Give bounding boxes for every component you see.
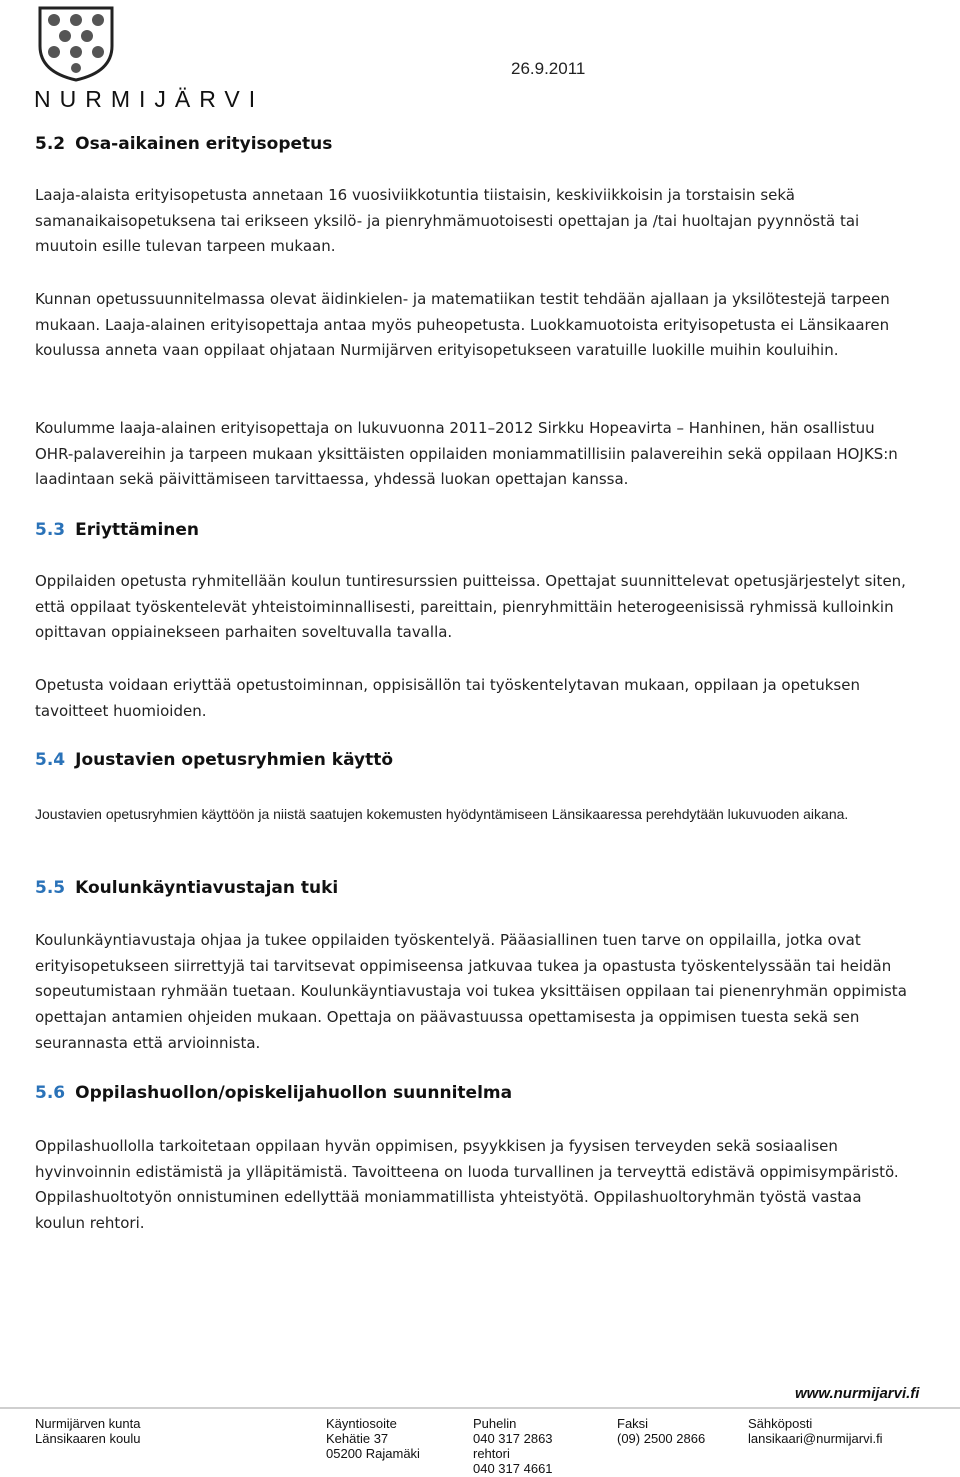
footer-organization bbox=[35, 1416, 141, 1446]
section-heading bbox=[35, 878, 338, 898]
section-number: 5.6 bbox=[35, 1083, 66, 1103]
section-heading bbox=[35, 134, 332, 154]
footer-label: Faksi bbox=[617, 1416, 649, 1431]
footer-divider bbox=[0, 1407, 960, 1409]
paragraph: Kunnan opetussuunnitelmassa olevat äidinkielen- ja matematiikan testit tehdään ajallaan ja yksilötestejä tarpeen mukaan. Laaja-alainen erityisopettaja antaa myös puheopetusta. Luokkamuotoista erityisopetusta ei Länsikaaren koulussa anneta vaan oppilaat ohjataan Nurmijärven erityisopetukseen varatuille luokille muihin kouluihin. bbox=[35, 290, 890, 360]
section-title: Joustavien opetusryhmien käyttö bbox=[75, 750, 394, 770]
footer-phone bbox=[473, 1416, 553, 1476]
footer-phone-role: rehtori bbox=[473, 1446, 510, 1461]
section-number: 5.4 bbox=[35, 750, 66, 770]
paragraph: Koulumme laaja-alainen erityisopettaja on lukuvuonna 2011–2012 Sirkku Hopeavirta – Hanhinen, hän osallistuu OHR-palavereihin ja tarpeen mukaan yksittäisten oppilaiden moniammatillisiin palavereihin sekä oppilaan HOJKS:n laadintaan sekä päivittämiseen tarvittaessa, yhdessä luokan opettajan kanssa. bbox=[35, 419, 898, 489]
section-heading bbox=[35, 750, 393, 770]
paragraph: Laaja-alaista erityisopetusta annetaan 16 vuosiviikkotuntia tiistaisin, keskiviikkoisin ja torstaisin sekä samanaikaisopetuksena tai erikseen yksilö- ja pienryhmämuotoisesti opettajan ja /tai huoltajan pyynnöstä tai muutoin esille tulevan tarpeen mukaan. bbox=[35, 186, 860, 256]
footer-fax-number: (09) 2500 2866 bbox=[617, 1431, 706, 1446]
section-title: Koulunkäyntiavustajan tuki bbox=[75, 878, 339, 898]
footer-label: Käyntiosoite bbox=[326, 1416, 397, 1431]
logo-wordmark: NURMIJÄRVI bbox=[34, 86, 265, 112]
section-title: Eriyttäminen bbox=[75, 520, 200, 540]
footer-fax bbox=[617, 1416, 705, 1446]
footer-email-link[interactable]: lansikaari@nurmijarvi.fi bbox=[748, 1431, 883, 1446]
section-number: 5.3 bbox=[35, 520, 66, 540]
footer-email bbox=[748, 1416, 883, 1446]
section-heading bbox=[35, 520, 199, 540]
paragraph: Oppilashuollolla tarkoitetaan oppilaan hyvän oppimisen, psyykkisen ja fyysisen terveyden sekä sosiaalisen hyvinvoinnin edistämistä ja ylläpitämistä. Tavoitteena on luoda turvallinen ja terveyttä edistävä oppimisympäristö. Oppilashuoltotyön onnistuminen edellyttää moniammatillista yhteistyötä. Oppilashuoltoryhmän työstä vastaa koulun rehtori. bbox=[35, 1137, 899, 1233]
footer-label: Puhelin bbox=[473, 1416, 517, 1431]
paragraph: Oppilaiden opetusta ryhmitellään koulun tuntiresurssien puitteissa. Opettajat suunnittelevat opetusjärjestelyt siten, että oppilaat työskentelevät yhteistoiminnallisesti, pareittain, pienryhmittäin heterogeenisissä ryhmissä kulloinkin opittavan oppiainekseen parhaiten soveltuvalla tavalla. bbox=[35, 572, 906, 642]
footer-postal: 05200 Rajamäki bbox=[326, 1446, 420, 1461]
section-heading bbox=[35, 1083, 512, 1103]
footer-label: Sähköposti bbox=[748, 1416, 813, 1431]
footer-visiting-address bbox=[326, 1416, 420, 1461]
paragraph: Joustavien opetusryhmien käyttöön ja niistä saatujen kokemusten hyödyntämiseen Länsikaaressa perehdytään lukuvuoden aikana. bbox=[35, 806, 849, 822]
section-number: 5.5 bbox=[35, 878, 66, 898]
footer-website-link[interactable]: www.nurmijarvi.fi bbox=[795, 1385, 920, 1402]
section-number: 5.2 bbox=[35, 134, 66, 154]
document-date: 26.9.2011 bbox=[511, 59, 586, 78]
paragraph: Koulunkäyntiavustaja ohjaa ja tukee oppilaiden työskentelyä. Pääasiallinen tuen tarve on oppilailla, jotka ovat erityisopetukseen siirrettyjä tai tarvitsevat oppimiseensa jatkuvaa tukea ja opastusta työskentelyssään tai heidän sopeutumistaan ryhmään tuetaan. Koulunkäyntiavustaja voi tukea yksittäisen oppilaan tai pienenryhmän oppimista opettajan antamien ohjeiden mukaan. Opettaja on päävastuussa opettamisesta ja oppimisen tuesta sekä sen seurannasta että arvioinnista. bbox=[35, 931, 907, 1052]
paragraph: Opetusta voidaan eriyttää opetustoiminnan, oppisisällön tai työskentelytavan mukaan, oppilaan ja opetuksen tavoitteet huomioiden. bbox=[35, 676, 860, 720]
section-title: Oppilashuollon/opiskelijahuollon suunnitelma bbox=[75, 1083, 513, 1103]
footer-phone-number: 040 317 2863 bbox=[473, 1431, 553, 1446]
municipality-crest-icon bbox=[34, 2, 118, 82]
footer-org-name: Nurmijärven kunta bbox=[35, 1416, 141, 1431]
footer-phone-number: 040 317 4661 bbox=[473, 1461, 553, 1476]
footer-street: Kehätie 37 bbox=[326, 1431, 389, 1446]
section-title: Osa-aikainen erityisopetus bbox=[75, 134, 333, 154]
footer-school-name: Länsikaaren koulu bbox=[35, 1431, 141, 1446]
